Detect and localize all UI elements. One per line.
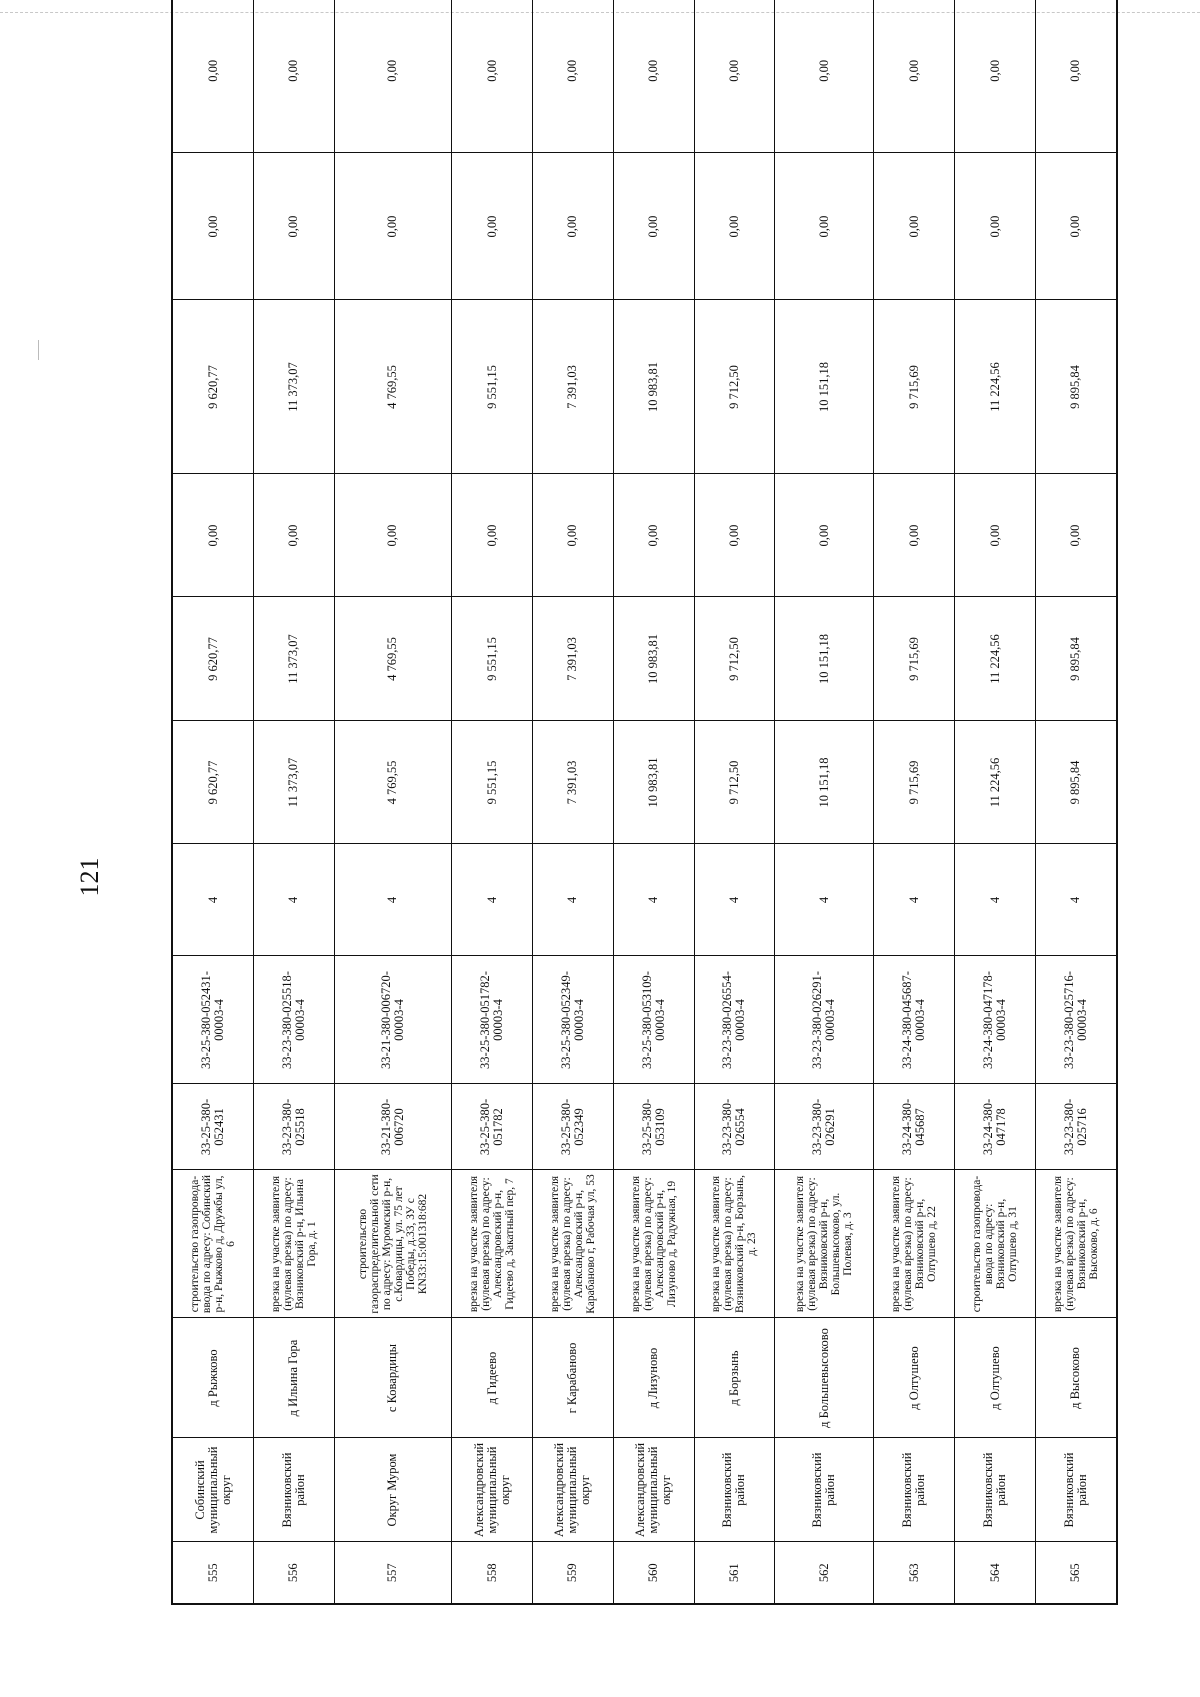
row-number-cell: 563 — [874, 1542, 955, 1604]
amount-5-cell: 0,00 — [452, 153, 533, 300]
amount-6-cell: 0,00 — [775, 0, 874, 153]
amount-1-cell: 7 391,03 — [532, 721, 613, 844]
amount-3-cell: 0,00 — [172, 474, 254, 597]
amount-4-cell: 4 769,55 — [334, 300, 451, 474]
locality-cell: д Борзынь — [694, 1318, 775, 1438]
row-number-cell: 558 — [452, 1542, 533, 1604]
amount-3-cell: 0,00 — [775, 474, 874, 597]
contract-id-cell: 33-25-380-052349-00003-4 — [532, 956, 613, 1084]
contract-id-cell: 33-24-380-045687-00003-4 — [874, 956, 955, 1084]
amount-1-cell: 9 551,15 — [452, 721, 533, 844]
amount-5-cell: 0,00 — [775, 153, 874, 300]
table-row — [452, 0, 533, 1604]
object-id-cell: 33-25-380-053109 — [613, 1084, 694, 1170]
amount-4-cell: 9 712,50 — [694, 300, 775, 474]
object-id-cell: 33-24-380-045687 — [874, 1084, 955, 1170]
row-number-cell: 556 — [254, 1542, 335, 1604]
category-cell: 4 — [452, 844, 533, 956]
contract-id-cell: 33-23-380-026291-00003-4 — [775, 956, 874, 1084]
object-id-cell: 33-25-380-052349 — [532, 1084, 613, 1170]
locality-cell: д Рыжково — [172, 1318, 254, 1438]
row-number-cell: 557 — [334, 1542, 451, 1604]
amount-3-cell: 0,00 — [452, 474, 533, 597]
address-cell: врезка на участке заявителя (нулевая врезка) по адресу: Вязниковский р-н, Ильина Гора, д. 1 — [254, 1170, 335, 1318]
district-cell: Вязниковский район — [874, 1438, 955, 1542]
category-cell: 4 — [955, 844, 1036, 956]
amount-4-cell: 11 224,56 — [955, 300, 1036, 474]
district-cell: Вязниковский район — [694, 1438, 775, 1542]
address-cell: строительство газораспределительной сети по адресу: Муромский р-н, с.Ковардицы, ул. 75 лет Победы, д.33, ЗУ с КN33:15:001318:682 — [334, 1170, 451, 1318]
amount-1-cell: 9 620,77 — [172, 721, 254, 844]
row-number-cell: 561 — [694, 1542, 775, 1604]
category-cell: 4 — [532, 844, 613, 956]
amount-6-cell: 0,00 — [532, 0, 613, 153]
amount-1-cell: 9 715,69 — [874, 721, 955, 844]
address-cell: строительство газопровода-ввода по адресу: Вязниковский р-н, Олтушево д, 31 — [955, 1170, 1036, 1318]
locality-cell: д Высоково — [1035, 1318, 1117, 1438]
table-row — [613, 0, 694, 1604]
amount-3-cell: 0,00 — [874, 474, 955, 597]
address-cell: врезка на участке заявителя (нулевая врезка) по адресу: Вязниковский р-н, Большевысоково, ул. Полевая, д. 3 — [775, 1170, 874, 1318]
district-cell: Александровский муниципальный округ — [532, 1438, 613, 1542]
category-cell: 4 — [613, 844, 694, 956]
amount-4-cell: 10 983,81 — [613, 300, 694, 474]
contract-id-cell: 33-23-380-025716-00003-4 — [1035, 956, 1117, 1084]
amount-4-cell: 9 620,77 — [172, 300, 254, 474]
category-cell: 4 — [874, 844, 955, 956]
amount-5-cell: 0,00 — [172, 153, 254, 300]
district-cell: Вязниковский район — [775, 1438, 874, 1542]
object-id-cell: 33-21-380-006720 — [334, 1084, 451, 1170]
amount-5-cell: 0,00 — [1035, 153, 1117, 300]
district-cell: Вязниковский район — [955, 1438, 1036, 1542]
locality-cell: с Ковардицы — [334, 1318, 451, 1438]
amount-6-cell: 0,00 — [613, 0, 694, 153]
object-id-cell: 33-25-380-052431 — [172, 1084, 254, 1170]
address-cell: врезка на участке заявителя (нулевая врезка) по адресу: Александровский р-н, Карабаново г, Рабочая ул, 53 — [532, 1170, 613, 1318]
locality-cell: д Олтушево — [955, 1318, 1036, 1438]
amount-2-cell: 10 151,18 — [775, 597, 874, 721]
amount-5-cell: 0,00 — [613, 153, 694, 300]
table-row — [694, 0, 775, 1604]
locality-cell: д Ильина Гора — [254, 1318, 335, 1438]
amount-4-cell: 9 895,84 — [1035, 300, 1117, 474]
address-cell: врезка на участке заявителя (нулевая врезка) по адресу: Александровский р-н, Лизуново д, Радужная, 19 — [613, 1170, 694, 1318]
contract-id-cell: 33-24-380-047178-00003-4 — [955, 956, 1036, 1084]
locality-cell: д Большевысоково — [775, 1318, 874, 1438]
district-cell: Вязниковский район — [1035, 1438, 1117, 1542]
data-table — [171, 0, 1118, 1605]
amount-5-cell: 0,00 — [334, 153, 451, 300]
address-cell: врезка на участке заявителя (нулевая врезка) по адресу: Вязниковский р-н, Высоково, д. 6 — [1035, 1170, 1117, 1318]
amount-1-cell: 4 769,55 — [334, 721, 451, 844]
category-cell: 4 — [1035, 844, 1117, 956]
table-row — [172, 0, 254, 1604]
amount-2-cell: 9 715,69 — [874, 597, 955, 721]
amount-1-cell: 10 983,81 — [613, 721, 694, 844]
amount-1-cell: 10 151,18 — [775, 721, 874, 844]
category-cell: 4 — [694, 844, 775, 956]
district-cell: Александровский муниципальный округ — [452, 1438, 533, 1542]
amount-2-cell: 9 551,15 — [452, 597, 533, 721]
row-number-cell: 562 — [775, 1542, 874, 1604]
amount-3-cell: 0,00 — [334, 474, 451, 597]
address-cell: врезка на участке заявителя (нулевая врезка) по адресу: Вязниковский р-н, Борзынь, д. 23 — [694, 1170, 775, 1318]
table-row — [775, 0, 874, 1604]
object-id-cell: 33-23-380-025518 — [254, 1084, 335, 1170]
amount-1-cell: 9 895,84 — [1035, 721, 1117, 844]
row-number-cell: 560 — [613, 1542, 694, 1604]
table-row — [874, 0, 955, 1604]
amount-5-cell: 0,00 — [694, 153, 775, 300]
table-row — [1035, 0, 1117, 1604]
category-cell: 4 — [775, 844, 874, 956]
object-id-cell: 33-23-380-025716 — [1035, 1084, 1117, 1170]
amount-6-cell: 0,00 — [254, 0, 335, 153]
amount-5-cell: 0,00 — [955, 153, 1036, 300]
rotated-table-container — [171, 59, 1118, 1605]
table-row — [532, 0, 613, 1604]
amount-6-cell: 0,00 — [172, 0, 254, 153]
amount-2-cell: 9 620,77 — [172, 597, 254, 721]
amount-6-cell: 0,00 — [334, 0, 451, 153]
amount-3-cell: 0,00 — [955, 474, 1036, 597]
amount-4-cell: 9 551,15 — [452, 300, 533, 474]
amount-4-cell: 11 373,07 — [254, 300, 335, 474]
category-cell: 4 — [254, 844, 335, 956]
amount-6-cell: 0,00 — [452, 0, 533, 153]
contract-id-cell: 33-21-380-006720-00003-4 — [334, 956, 451, 1084]
page-number: 121 — [75, 857, 104, 897]
amount-6-cell: 0,00 — [874, 0, 955, 153]
row-number-cell: 564 — [955, 1542, 1036, 1604]
amount-2-cell: 7 391,03 — [532, 597, 613, 721]
object-id-cell: 33-24-380-047178 — [955, 1084, 1036, 1170]
amount-6-cell: 0,00 — [955, 0, 1036, 153]
table-row — [334, 0, 451, 1604]
table-row — [955, 0, 1036, 1604]
locality-cell: д Лизуново — [613, 1318, 694, 1438]
amount-3-cell: 0,00 — [1035, 474, 1117, 597]
amount-5-cell: 0,00 — [874, 153, 955, 300]
amount-1-cell: 11 373,07 — [254, 721, 335, 844]
address-cell: врезка на участке заявителя (нулевая врезка) по адресу: Вязниковский р-н, Олтушево д, 22 — [874, 1170, 955, 1318]
address-cell: строительство газопровода-ввода по адресу: Собинский р-н, Рыжково д, Дружбы ул, 6 — [172, 1170, 254, 1318]
row-number-cell: 559 — [532, 1542, 613, 1604]
amount-4-cell: 9 715,69 — [874, 300, 955, 474]
contract-id-cell: 33-23-380-026554-00003-4 — [694, 956, 775, 1084]
object-id-cell: 33-25-380-051782 — [452, 1084, 533, 1170]
category-cell: 4 — [334, 844, 451, 956]
category-cell: 4 — [172, 844, 254, 956]
amount-2-cell: 9 895,84 — [1035, 597, 1117, 721]
table-body — [172, 0, 1117, 1604]
amount-3-cell: 0,00 — [694, 474, 775, 597]
row-number-cell: 555 — [172, 1542, 254, 1604]
contract-id-cell: 33-23-380-025518-00003-4 — [254, 956, 335, 1084]
contract-id-cell: 33-25-380-052431-00003-4 — [172, 956, 254, 1084]
contract-id-cell: 33-25-380-051782-00003-4 — [452, 956, 533, 1084]
locality-cell: г Карабаново — [532, 1318, 613, 1438]
district-cell: Александровский муниципальный округ — [613, 1438, 694, 1542]
amount-3-cell: 0,00 — [254, 474, 335, 597]
scan-mark — [38, 340, 39, 360]
amount-2-cell: 11 373,07 — [254, 597, 335, 721]
amount-1-cell: 9 712,50 — [694, 721, 775, 844]
amount-4-cell: 10 151,18 — [775, 300, 874, 474]
address-cell: врезка на участке заявителя (нулевая врезка) по адресу: Александровский р-н, Гидеево д, Закатный пер, 7 — [452, 1170, 533, 1318]
amount-2-cell: 10 983,81 — [613, 597, 694, 721]
contract-id-cell: 33-25-380-053109-00003-4 — [613, 956, 694, 1084]
row-number-cell: 565 — [1035, 1542, 1117, 1604]
district-cell: Округ Муром — [334, 1438, 451, 1542]
amount-6-cell: 0,00 — [694, 0, 775, 153]
district-cell: Собинский муниципальный округ — [172, 1438, 254, 1542]
locality-cell: д Гидеево — [452, 1318, 533, 1438]
amount-5-cell: 0,00 — [254, 153, 335, 300]
amount-2-cell: 11 224,56 — [955, 597, 1036, 721]
amount-6-cell: 0,00 — [1035, 0, 1117, 153]
amount-2-cell: 4 769,55 — [334, 597, 451, 721]
amount-3-cell: 0,00 — [613, 474, 694, 597]
object-id-cell: 33-23-380-026554 — [694, 1084, 775, 1170]
object-id-cell: 33-23-380-026291 — [775, 1084, 874, 1170]
district-cell: Вязниковский район — [254, 1438, 335, 1542]
amount-3-cell: 0,00 — [532, 474, 613, 597]
table-row — [254, 0, 335, 1604]
amount-4-cell: 7 391,03 — [532, 300, 613, 474]
amount-2-cell: 9 712,50 — [694, 597, 775, 721]
amount-5-cell: 0,00 — [532, 153, 613, 300]
amount-1-cell: 11 224,56 — [955, 721, 1036, 844]
locality-cell: д Олтушево — [874, 1318, 955, 1438]
